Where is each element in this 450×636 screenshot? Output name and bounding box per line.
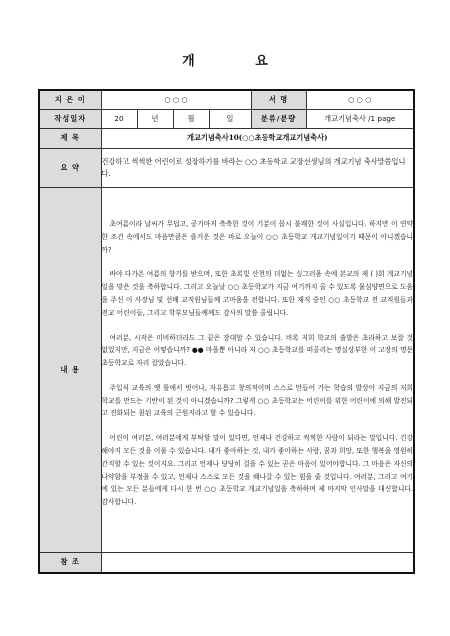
subject-value: 개교기념축사10(○○초등학교개교기념축사) <box>101 128 414 148</box>
content-paragraph: 여러분, 시작은 미비하더라도 그 끝은 장대할 수 있습니다. 비록 저희 학교의 출발은 초라하고 보잘 것 없었지만, 지금은 어떻습니까? ●● 마을뿐 아니라 저 ○○ 초등학교를 떠올리는 명실상부한 이 고장의 명문 초등학교로 자리 잡았습니다. <box>101 333 414 368</box>
content-paragraph: 어린이 여러분, 여러분에게 부탁할 말이 있다면, 언제나 건강하고 씩씩한 사람이 되라는 말입니다. 건강해야지 모든 것을 이룰 수 있습니다. 내가 좋아하는 것, 내가 좋아하는 사람, 꿈과 희망, 또한 행복을 영원히 간직할 수 있는 것이지요. 그리고 언제나 당당히 걸을 수 있는 곧은 마음이 있어야합니다. 그 마음은 자신의 나약함을 부정을 수 있고, 언제나 스스로 모든 것을 해나갈 수 있는 힘을 줄 것입니다. 여러분, 그리고 여기에 있는 모든 분들에게 다시 한 번 ○○ 초등학교 개교기념일을 축하하며 제 마지막 인사말을 대신합니다. 감사합니다. <box>101 434 414 507</box>
subject-row <box>39 128 414 148</box>
content-paragraph: 초여름이라 날씨가 무덥고, 공기마저 축축한 것이 기분이 몹시 불쾌한 것이 사실입니다. 하지만 이 연약한 조건 속에서도 마음만큼은 즐거운 것은 바로 오늘이 ○○ 초등학교 개교기념일이기 때문이 아니겠습니까? <box>101 219 414 254</box>
reference-label: 참 조 <box>39 552 101 573</box>
date-year-value: 20 <box>114 114 124 123</box>
date-year <box>101 109 137 128</box>
document-title: 개 요 <box>182 54 296 69</box>
category-value: 개교기념축사 /1 page <box>306 109 414 128</box>
content-body <box>101 187 414 552</box>
date-label: 작성일자 <box>39 109 101 128</box>
subject-label: 제 목 <box>39 128 101 148</box>
summary-text: 건강하고 씩씩한 어린이로 성장하기를 바라는 ○○ 초등학교 교장선생님의 개교기념 축사말씀입니다. <box>101 148 414 187</box>
category-label: 분류/분량 <box>251 109 306 128</box>
content-paragraph: 주입식 교육의 옛 틀에서 벗어나, 자유롭고 창의적이며 스스로 만들어 가는 학습의 발상이 지금의 저희 학교를 만드는 기반이 된 것이 아니겠습니까? 그렇게 ○○ 초등학교는 어린이를 위한 어린이에 의해 발전되고 진화되는 참된 교육의 근원지라고 할 수 있습니다. <box>101 383 414 418</box>
date-day-unit: 일 <box>209 109 251 128</box>
summary-form-table <box>38 89 415 574</box>
date-year-unit: 년 <box>137 109 173 128</box>
author-row <box>39 90 414 109</box>
date-month-unit: 월 <box>173 109 209 128</box>
date-row <box>39 109 414 128</box>
summary-row <box>39 148 414 187</box>
reference-row <box>39 552 414 573</box>
content-paragraph: 바야 다가온 여름의 향기를 받으며, 또한 초록빛 산천의 더없는 싱그러움 속에 본교의 제 ( )회 개교기념일을 맞은 것을 축하합니다. 그리고 오늘날 ○○ 초등학교가 지금 여기까지 올 수 있도록 물심양면으로 도움을 주신 이 사장님 및 선배 교직원님들께 고마움을 전합니다. 또한 재직 중인 ○○ 초등학교 전 교직원들과 전교 어린이들, 그리고 학부모님들께께도 감사의 말씀 올립니다. <box>101 270 414 317</box>
reference-value <box>101 552 414 573</box>
author-value: ○ ○ ○ <box>101 90 251 109</box>
signature-value: ○ ○ ○ <box>306 90 414 109</box>
content-label: 내 용 <box>39 187 101 552</box>
content-row <box>39 187 414 552</box>
signature-label: 서 명 <box>251 90 306 109</box>
author-label: 지 은 이 <box>39 90 101 109</box>
summary-label: 요 약 <box>39 148 101 187</box>
